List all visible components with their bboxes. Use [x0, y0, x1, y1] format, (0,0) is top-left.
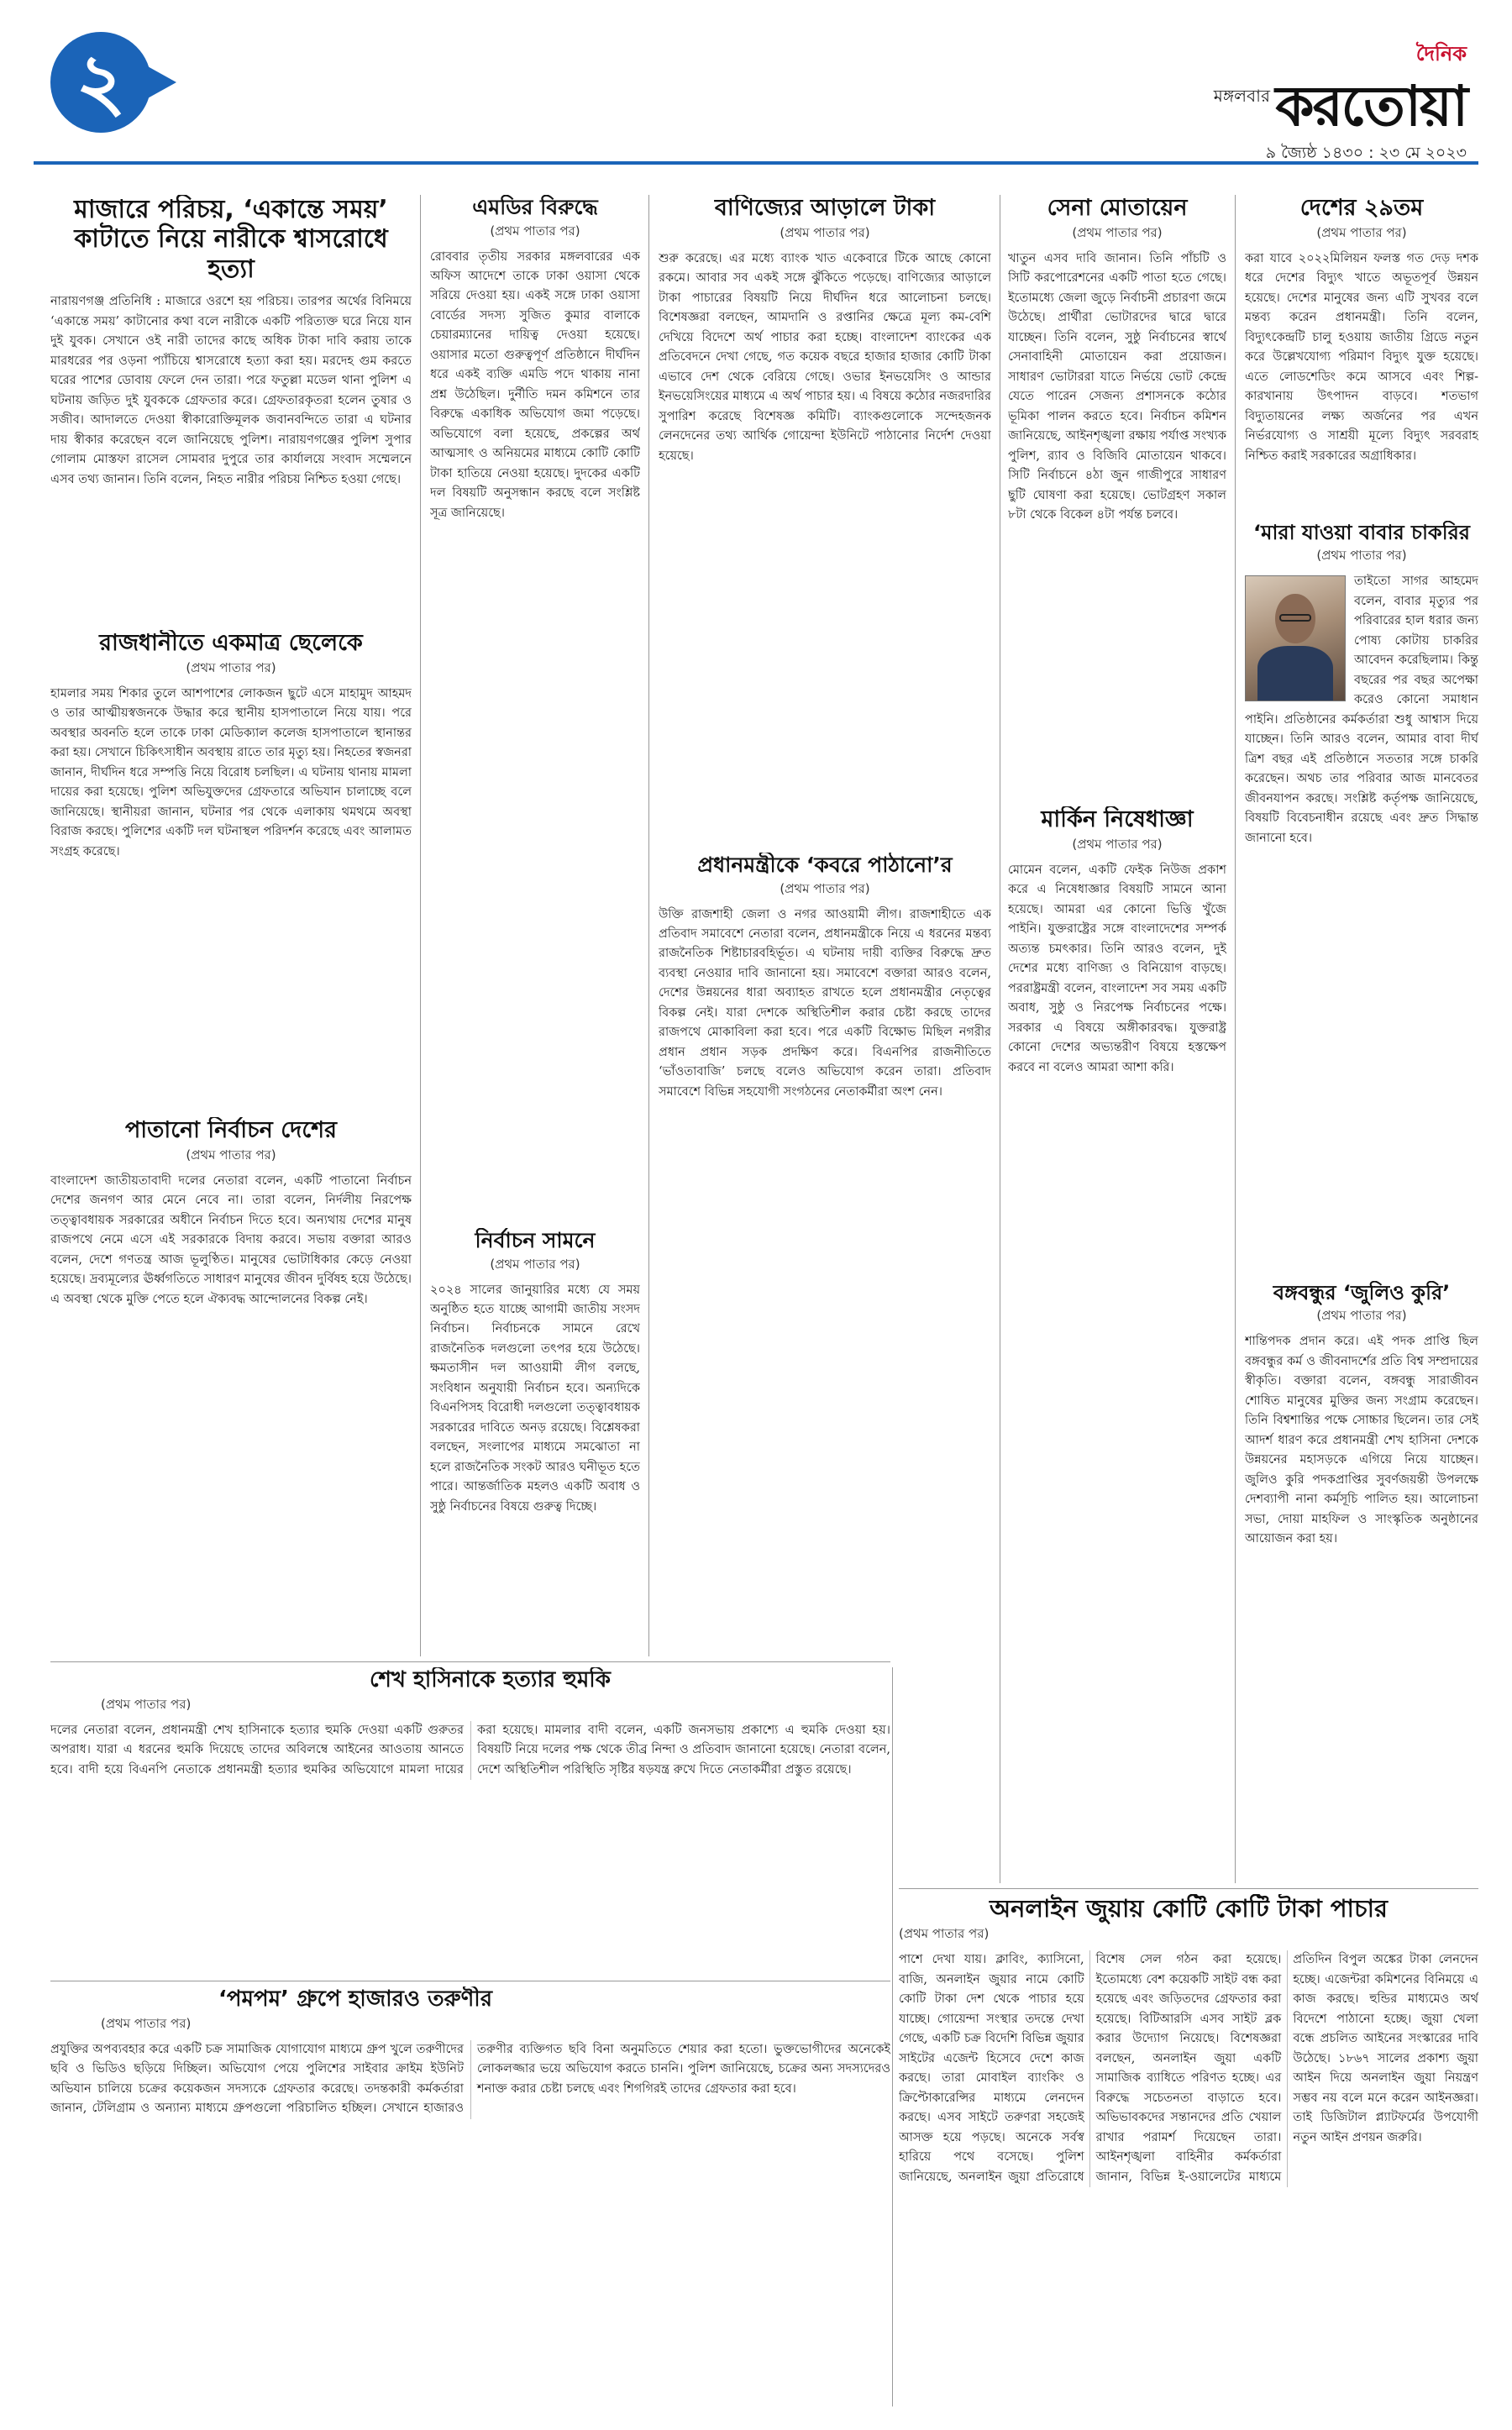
article-emdi	[430, 195, 640, 1220]
headline: এমডির বিরুদ্ধে	[472, 195, 598, 219]
article-body: রোববার তৃতীয় সরকার মঙ্গলবারের এক অফিস আদেশে তাকে ঢাকা ওয়াসা থেকে সরিয়ে দেওয়া হয়। একই সঙ্গে ঢাকা ওয়াসা বোর্ডের সদস্য সুজিত কুমার বালাকে চেয়ারম্যানের দায়িত্ব দেওয়া হয়েছে। ওয়াসার মতো গুরুত্বপূর্ণ প্রতিষ্ঠানে দীর্ঘদিন ধরে একই ব্যক্তি এমডি পদে থাকায় নানা প্রশ্ন উঠেছিল। দুর্নীতি দমন কমিশনে তার বিরুদ্ধে একাধিক অভিযোগ জমা পড়েছে। অভিযোগে বলা হয়েছে, প্রকল্পের অর্থ আত্মসাৎ ও অনিয়মের মাধ্যমে কোটি কোটি টাকা হাতিয়ে নেওয়া হয়েছে। দুদকের একটি দল বিষয়টি অনুসন্ধান করছে বলে সংশ্লিষ্ট সূত্র জানিয়েছে।	[430, 249, 640, 520]
article-online	[899, 1894, 1478, 2406]
headline: মার্কিন নিষেধাজ্ঞা	[1041, 806, 1194, 832]
divider	[50, 1661, 890, 1662]
headline: নির্বাচন সামনে	[475, 1228, 596, 1252]
column-rule	[420, 195, 421, 1656]
headline: মাজারে পরিচয়, ‘একান্তে সময়’ কাটাতে নিয়ে নারীকে শ্বাসরোধে হত্যা	[74, 195, 388, 284]
column-rule	[892, 1667, 893, 2406]
issue-date: ৯ জ্যৈষ্ঠ ১৪৩০ : ২৩ মে ২০২৩	[1265, 144, 1467, 162]
continued-tag: (প্রথম পাতার পর)	[101, 2015, 192, 2031]
headline: প্রধানমন্ত্রীকে ‘কবরে পাঠানো’র	[697, 853, 953, 877]
continued-tag: (প্রথম পাতার পর)	[780, 880, 870, 896]
article-markin	[1008, 806, 1226, 1882]
headline: ‘পমপম’ গ্রুপে হাজারও তরুণীর	[218, 1987, 493, 2012]
page-number-badge: ২	[50, 32, 151, 133]
continued-tag: (প্রথম পাতার পর)	[1072, 224, 1163, 240]
headline: পাতানো নির্বাচন দেশের	[124, 1117, 338, 1143]
headline: দেশের ২৯তম	[1299, 195, 1424, 221]
dateline-bar	[34, 139, 1478, 165]
article-nirbachon	[430, 1228, 640, 1652]
article-body: হামলার সময় শিকার তুলে আশপাশের লোকজন ছুটে এসে মাহামুদ আহমদ ও তার আত্মীয়স্বজনকে উদ্ধার করে স্থানীয় হাসপাতালে নিয়ে যায়। পরে অবস্থার অবনতি হলে তাকে ঢাকা মেডিক্যাল কলেজ হাসপাতালে স্থানান্তর করা হয়। সেখানে চিকিৎসাধীন অবস্থায় রাতে তার মৃত্যু হয়। নিহতের স্বজনরা জানান, দীর্ঘদিন ধরে সম্পত্তি নিয়ে বিরোধ চলছিল। এ ঘটনায় থানায় মামলা দায়ের করা হয়েছে। পুলিশ অভিযুক্তদের গ্রেফতারে অভিযান চালাচ্ছে বলে জানিয়েছে। স্থানীয়রা জানান, ঘটনার পর থেকে এলাকায় থমথমে অবস্থা বিরাজ করছে। পুলিশের একটি দল ঘটনাস্থল পরিদর্শন করেছে এবং আলামত সংগ্রহ করেছে।	[50, 686, 412, 858]
article-body: ২০২৪ সালের জানুয়ারির মধ্যে যে সময় অনুষ্ঠিত হতে যাচ্ছে আগামী জাতীয় সংসদ নির্বাচন। নির্বাচনকে সামনে রেখে রাজনৈতিক দলগুলো তৎপর হয়ে উঠেছে। ক্ষমতাসীন দল আওয়ামী লীগ বলছে, সংবিধান অনুযায়ী নির্বাচন হবে। অন্যদিকে বিএনপিসহ বিরোধী দলগুলো তত্ত্বাবধায়ক সরকারের দাবিতে অনড় রয়েছে। বিশ্লেষকরা বলছেন, সংলাপের মাধ্যমে সমঝোতা না হলে রাজনৈতিক সংকট আরও ঘনীভূত হতে পারে। আন্তর্জাতিক মহলও একটি অবাধ ও সুষ্ঠু নির্বাচনের বিষয়ে গুরুত্ব দিচ্ছে।	[430, 1283, 640, 1514]
article-body: প্রযুক্তির অপব্যবহার করে একটি চক্র সামাজিক যোগাযোগ মাধ্যমে গ্রুপ খুলে তরুণীদের ছবি ও ভিডিও ছড়িয়ে দিচ্ছিল। অভিযোগ পেয়ে পুলিশের সাইবার ক্রাইম ইউনিট অভিযান চালিয়ে চক্রের কয়েকজন সদস্যকে গ্রেফতার করেছে। তদন্তকারী কর্মকর্তারা জানান, টেলিগ্রাম ও অন্যান্য মাধ্যমে গ্রুপগুলো পরিচালিত হচ্ছিল। সেখানে হাজারও তরুণীর ব্যক্তিগত ছবি বিনা অনুমতিতে শেয়ার করা হতো। ভুক্তভোগীদের অনেকেই লোকলজ্জার ভয়ে অভিযোগ করতে চাননি। পুলিশ জানিয়েছে, চক্রের অন্য সদস্যদেরও শনাক্ত করার চেষ্টা চলছে এবং শিগগিরই তাদের গ্রেফতার করা হবে।	[50, 2042, 890, 2116]
person-photo	[1245, 575, 1346, 701]
article-sheikh	[50, 1667, 890, 1974]
continued-tag: (প্রথম পাতার পর)	[490, 1256, 580, 1272]
continued-tag: (প্রথম পাতার পর)	[1316, 224, 1407, 240]
headline: সেনা মোতায়েন	[1047, 195, 1188, 221]
continued-tag: (প্রথম পাতার পর)	[490, 223, 580, 239]
continued-tag: (প্রথম পাতার পর)	[101, 1696, 192, 1712]
column-rule	[1235, 195, 1236, 1883]
article-body: বাংলাদেশ জাতীয়তাবাদী দলের নেতারা বলেন, একটি পাতানো নির্বাচন দেশের জনগণ আর মেনে নেবে না। তারা বলেন, নির্দলীয় নিরপেক্ষ তত্ত্বাবধায়ক সরকারের অধীনে নির্বাচন দিতে হবে। অন্যথায় দেশের মানুষ রাজপথে নেমে এসে এই সরকারকে বিদায় করবে। সভায় বক্তারা আরও বলেন, দেশে গণতন্ত্র আজ ভূলুণ্ঠিত। মানুষের ভোটাধিকার কেড়ে নেওয়া হয়েছে। দ্রব্যমূল্যের ঊর্ধ্বগতিতে সাধারণ মানুষের জীবন দুর্বিষহ হয়ে উঠেছে। এ অবস্থা থেকে মুক্তি পেতে হলে ঐক্যবদ্ধ আন্দোলনের বিকল্প নেই।	[50, 1173, 412, 1306]
continued-tag: (প্রথম পাতার পর)	[780, 224, 870, 240]
divider	[899, 1888, 1478, 1889]
article-body: তাইতো সাগর আহমেদ বলেন, বাবার মৃত্যুর পর পরিবারের হাল ধরার জন্য পোষ্য কোটায় চাকরির আবেদন করেছিলাম। কিন্তু বছরের পর বছর অপেক্ষা করেও কোনো সমাধান পাইনি। প্রতিষ্ঠানের কর্মকর্তারা শুধু আশ্বাস দিয়ে যাচ্ছেন। তিনি আরও বলেন, আমার বাবা দীর্ঘ ত্রিশ বছর এই প্রতিষ্ঠানে সততার সঙ্গে চাকরি করেছেন। অথচ তার পরিবার আজ মানবেতর জীবনযাপন করছে। সংশ্লিষ্ট কর্তৃপক্ষ জানিয়েছে, বিষয়টি বিবেচনাধীন রয়েছে এবং দ্রুত সিদ্ধান্ত জানানো হবে।	[1245, 575, 1478, 845]
continued-tag: (প্রথম পাতার পর)	[1072, 836, 1163, 852]
article-mazar	[50, 195, 412, 623]
article-pompom	[50, 1987, 890, 2406]
article-body: শুরু করেছে। এর মধ্যে ব্যাংক খাত একেবারে টিকে আছে কোনো রকমে। আবার সব একই সঙ্গে ঝুঁকিতে পড়েছে। বাণিজ্যের আড়ালে টাকা পাচারের বিষয়টি নিয়ে দীর্ঘদিন ধরে আলোচনা চলছে। বিশেষজ্ঞরা বলছেন, আমদানি ও রপ্তানির ক্ষেত্রে মূল্য কম-বেশি দেখিয়ে বিদেশে অর্থ পাচার করা হচ্ছে। বাংলাদেশ ব্যাংকের এক প্রতিবেদনে দেখা গেছে, গত কয়েক বছরে হাজার হাজার কোটি টাকা এভাবে দেশ থেকে বেরিয়ে গেছে। ওভার ইনভয়েসিং ও আন্ডার ইনভয়েসিংয়ের মাধ্যমে এ অর্থ পাচার হয়। এ বিষয়ে কঠোর নজরদারির সুপারিশ করেছে বিশেষজ্ঞ কমিটি। ব্যাংকগুলোকে সন্দেহজনক লেনদেনের তথ্য আর্থিক গোয়েন্দা ইউনিটে পাঠানোর নির্দেশ দেওয়া হয়েছে।	[659, 251, 991, 463]
weekday: মঙ্গলবার	[1213, 86, 1270, 106]
continued-tag: (প্রথম পাতার পর)	[1316, 548, 1407, 564]
headline: অনলাইন জুয়ায় কোটি কোটি টাকা পাচার	[990, 1894, 1388, 1923]
article-marajaoa	[1245, 521, 1478, 1273]
article-body: দলের নেতারা বলেন, প্রধানমন্ত্রী শেখ হাসিনাকে হত্যার হুমকি দেওয়া একটি গুরুতর অপরাধ। যারা এ ধরনের হুমকি দিয়েছে তাদের অবিলম্বে আইনের আওতায় আনতে হবে। বাদী হয়ে বিএনপি নেতাকে প্রধানমন্ত্রী হত্যার হুমকির অভিযোগে মামলা দায়ের করা হয়েছে। মামলার বাদী বলেন, একটি জনসভায় প্রকাশ্যে এ হুমকি দেওয়া হয়। বিষয়টি নিয়ে দলের পক্ষ থেকে তীব্র নিন্দা ও প্রতিবাদ জানানো হয়েছে। নেতারা বলেন, দেশে অস্থিতিশীল পরিস্থিতি সৃষ্টির ষড়যন্ত্র রুখে দিতে নেতাকর্মীরা প্রস্তুত রয়েছে।	[50, 1723, 890, 1777]
masthead	[34, 24, 1478, 166]
article-body: শান্তিপদক প্রদান করে। এই পদক প্রাপ্তি ছিল বঙ্গবন্ধুর কর্ম ও জীবনাদর্শের প্রতি বিশ্ব সম্প্রদায়ের স্বীকৃতি। বক্তারা বলেন, বঙ্গবন্ধু সারাজীবন শোষিত মানুষের মুক্তির জন্য সংগ্রাম করেছেন। তিনি বিশ্বশান্তির পক্ষে সোচ্চার ছিলেন। তার সেই আদর্শ ধারণ করে প্রধানমন্ত্রী শেখ হাসিনা দেশকে উন্নয়নের মহাসড়কে এগিয়ে নিয়ে যাচ্ছেন। জুলিও কুরি পদকপ্রাপ্তির সুবর্ণজয়ন্তী উপলক্ষে দেশব্যাপী নানা কর্মসূচি পালিত হয়। আলোচনা সভা, দোয়া মাহফিল ও সাংস্কৃতিক অনুষ্ঠানের আয়োজন করা হয়।	[1245, 1335, 1478, 1546]
article-body: খাতুন এসব দাবি জানান। তিনি পাঁচটি ও সিটি করপোরেশনের একটি পাতা হতে গেছে। ইতোমধ্যে জেলা জুড়ে নির্বাচনী প্রচারণা জমে উঠেছে। প্রার্থীরা ভোটারদের দ্বারে দ্বারে যাচ্ছেন। তিনি বলেন, সুষ্ঠু নির্বাচনের স্বার্থে সেনাবাহিনী মোতায়েন করা প্রয়োজন। সাধারণ ভোটাররা যাতে নির্ভয়ে ভোট কেন্দ্রে যেতে পারেন সেজন্য প্রশাসনকে কঠোর ভূমিকা পালন করতে হবে। নির্বাচন কমিশন জানিয়েছে, আইনশৃঙ্খলা রক্ষায় পর্যাপ্ত সংখ্যক পুলিশ, র‌্যাব ও বিজিবি মোতায়েন থাকবে। সিটি নির্বাচনে ৪ঠা জুন গাজীপুরে সাধারণ ছুটি ঘোষণা করা হয়েছে। ভোটগ্রহণ সকাল ৮টা থেকে বিকেল ৪টা পর্যন্ত চলবে।	[1008, 251, 1226, 522]
article-body: নারায়ণগঞ্জ প্রতিনিধি : মাজারে ওরশে হয় পরিচয়। তারপর অর্থের বিনিময়ে ‘একান্তে সময়’ কাটানোর কথা বলে নারীকে একটি পরিত্যক্ত ঘরে নিয়ে যান দুই যুবক। সেখানে ওই নারী তাদের কাছে অধিক টাকা দাবি করায় তাকে মারধরের পর ওড়না প্যাঁচিয়ে শ্বাসরোধে হত্যা করা হয়। মরদেহ গুম করতে ঘরের পাশের ডোবায় ফেলে দেন তারা। পরে ফতুল্লা মডেল থানা পুলিশ এ ঘটনায় জড়িত দুই যুবককে গ্রেফতার করে। গ্রেফতারকৃতরা হলেন তুষার ও সজীব। আদালতে দেওয়া স্বীকারোক্তিমূলক জবানবন্দিতে তারা এ ঘটনার দায় স্বীকার করেছেন বলে জানিয়েছে পুলিশ। নারায়ণগঞ্জের পুলিশ সুপার গোলাম মোস্তফা রাসেল সোমবার দুপুরে তার কার্যালয়ে সংবাদ সম্মেলনে এসব তথ্য জানান। তিনি বলেন, নিহত নারীর পরিচয় নিশ্চিত হওয়া গেছে।	[50, 295, 412, 486]
article-sena	[1008, 195, 1226, 800]
newspaper-logo: করতোয়া	[1275, 74, 1467, 139]
headline: শেখ হাসিনাকে হত্যার হুমকি	[370, 1667, 611, 1693]
article-body: মোমেন বলেন, একটি ফেইক নিউজ প্রকাশ করে এ নিষেধাজ্ঞার বিষয়টি সামনে আনা হয়েছে। আমরা এর কোনো ভিত্তি খুঁজে পাইনি। যুক্তরাষ্ট্রের সঙ্গে বাংলাদেশের সম্পর্ক অত্যন্ত চমৎকার। তিনি আরও বলেন, দুই দেশের মধ্যে বাণিজ্য ও বিনিয়োগ বাড়ছে। পররাষ্ট্রমন্ত্রী বলেন, বাংলাদেশ সব সময় একটি অবাধ, সুষ্ঠু ও নিরপেক্ষ নির্বাচনের পক্ষে। সরকার এ বিষয়ে অঙ্গীকারবদ্ধ। যুক্তরাষ্ট্র কোনো দেশের অভ্যন্তরীণ বিষয়ে হস্তক্ষেপ করবে না বলেও আমরা আশা করি।	[1008, 863, 1226, 1074]
headline: ‘মারা যাওয়া বাবার চাকরির	[1253, 521, 1470, 544]
article-body: উক্তি রাজশাহী জেলা ও নগর আওয়ামী লীগ। রাজশাহীতে এক প্রতিবাদ সমাবেশে নেতারা বলেন, প্রধানমন্ত্রীকে নিয়ে এ ধরনের মন্তব্য রাজনৈতিক শিষ্টাচারবহির্ভূত। এ ঘটনায় দায়ী ব্যক্তির বিরুদ্ধে দ্রুত ব্যবস্থা নেওয়ার দাবি জানানো হয়। সমাবেশে বক্তারা আরও বলেন, দেশের উন্নয়নের ধারা অব্যাহত রাখতে হলে প্রধানমন্ত্রীর নেতৃত্বের বিকল্প নেই। যারা দেশকে অস্থিতিশীল করার চেষ্টা করছে তাদের রাজপথে মোকাবিলা করা হবে। পরে একটি বিক্ষোভ মিছিল নগরীর প্রধান প্রধান সড়ক প্রদক্ষিণ করে। বিএনপির রাজনীতিতে ‘ভাঁওতাবাজি’ চলছে বলেও অভিযোগ করেন তারা। প্রতিবাদ সমাবেশে বিভিন্ন সহযোগী সংগঠনের নেতাকর্মীরা অংশ নেন।	[659, 907, 991, 1099]
article-bangabandhu	[1245, 1281, 1478, 1882]
article-rajdhani	[50, 630, 412, 1109]
continued-tag: (প্রথম পাতার পর)	[1316, 1308, 1407, 1324]
article-body: করা যাবে ২০২২মিলিয়ন ফলস্ত গত দেড় দশক ধরে দেশের বিদ্যুৎ খাতে অভূতপূর্ব উন্নয়ন হয়েছে। দেশের মানুষের জন্য এটি সুখবর বলে মন্তব্য করেন প্রধানমন্ত্রী। তিনি বলেন, বিদ্যুৎকেন্দ্রটি চালু হওয়ায় জাতীয় গ্রিডে নতুন করে উল্লেখযোগ্য পরিমাণ বিদ্যুৎ যুক্ত হয়েছে। এতে লোডশেডিং কমে আসবে এবং শিল্প-কারখানায় উৎপাদন বাড়বে। শতভাগ বিদ্যুতায়নের লক্ষ্য অর্জনের পর এখন নির্ভরযোগ্য ও সাশ্রয়ী মূল্যে বিদ্যুৎ সরবরাহ নিশ্চিত করাই সরকারের অগ্রাধিকার।	[1245, 251, 1478, 463]
column-rule	[648, 195, 649, 1656]
article-prodhanmontri	[659, 853, 991, 1655]
headline: রাজধানীতে একমাত্র ছেলেকে	[99, 630, 363, 656]
continued-tag: (প্রথম পাতার পর)	[186, 1147, 276, 1163]
continued-tag: (প্রথম পাতার পর)	[899, 1926, 990, 1942]
newspaper-logo-prefix: দৈনিক	[1415, 42, 1467, 66]
headline: বাণিজ্যের আড়ালে টাকা	[714, 195, 936, 221]
headline: বঙ্গবন্ধুর ‘জুলিও কুরি’	[1273, 1281, 1451, 1304]
continued-tag: (প্রথম পাতার পর)	[186, 659, 276, 675]
article-patano	[50, 1117, 412, 1655]
article-body: পাশে দেখা যায়। ক্লাবিং, ক্যাসিনো, বাজি, অনলাইন জুয়ার নামে কোটি কোটি টাকা দেশ থেকে পাচার হয়ে যাচ্ছে। গোয়েন্দা সংস্থার তদন্তে দেখা গেছে, একটি চক্র বিদেশি বিভিন্ন জুয়ার সাইটের এজেন্ট হিসেবে দেশে কাজ করছে। তারা মোবাইল ব্যাংকিং ও ক্রিপ্টোকারেন্সির মাধ্যমে লেনদেন করছে। এসব সাইটে তরুণরা সহজেই আসক্ত হয়ে পড়ছে। অনেকে সর্বস্ব হারিয়ে পথে বসেছে। পুলিশ জানিয়েছে, অনলাইন জুয়া প্রতিরোধে বিশেষ সেল গঠন করা হয়েছে। ইতোমধ্যে বেশ কয়েকটি সাইট বন্ধ করা হয়েছে এবং জড়িতদের গ্রেফতার করা হয়েছে। বিটিআরসি এসব সাইট ব্লক করার উদ্যোগ নিয়েছে। বিশেষজ্ঞরা বলছেন, অনলাইন জুয়া একটি সামাজিক ব্যাধিতে পরিণত হচ্ছে। এর বিরুদ্ধে সচেতনতা বাড়াতে হবে। অভিভাবকদের সন্তানদের প্রতি খেয়াল রাখার পরামর্শ দিয়েছেন তারা। আইনশৃঙ্খলা বাহিনীর কর্মকর্তারা জানান, বিভিন্ন ই-ওয়ালেটের মাধ্যমে প্রতিদিন বিপুল অঙ্কের টাকা লেনদেন হচ্ছে। এজেন্টরা কমিশনের বিনিময়ে এ কাজ করছে। হুন্ডির মাধ্যমেও অর্থ বিদেশে পাঠানো হচ্ছে। জুয়া খেলা বন্ধে প্রচলিত আইনের সংস্কারের দাবি উঠেছে। ১৮৬৭ সালের প্রকাশ্য জুয়া আইন দিয়ে অনলাইন জুয়া নিয়ন্ত্রণ সম্ভব নয় বলে মনে করেন আইনজ্ঞরা। তাই ডিজিটাল প্ল্যাটফর্মের উপযোগী নতুন আইন প্রণয়ন জরুরি।	[899, 1953, 1478, 2184]
article-desher	[1245, 195, 1478, 514]
article-banijjo	[659, 195, 991, 846]
